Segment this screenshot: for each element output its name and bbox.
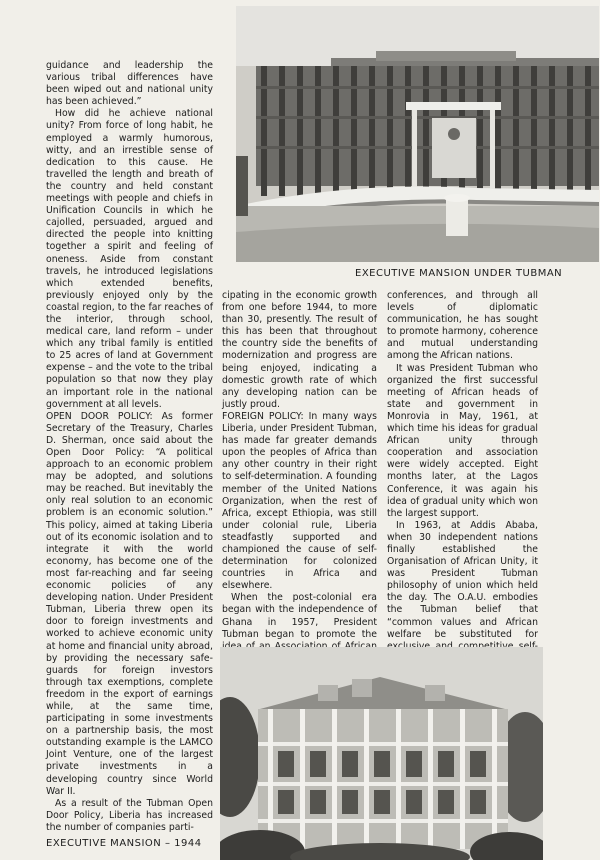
text-column-2 [222, 290, 377, 677]
paragraph: In 1963, at Addis Ababa, when 30 independent nations finally established the Organisation of African Unity, it was President Tubman philosophy of union which held the day. The O.A.U. embodies the Tubman belief that “common values and African welfare be substituted for [387, 519, 538, 640]
paragraph: How did he achieve national unity? From force of long habit, he employed a warmly humorous, witty, and an irrestible sense of dedication to this cause. He travelled the length and breath of the country and held constant meetings with people and chiefs in Unification Councils in which he cajolled, persuaded, argued and directed the people into knitting together a spirit and feeling of oneness. Aside from constant travels, he introduced legislations which extended benefits, previously enjoyed only by the coastal region, to the far reaches of the interior, through school, medical care, land reform – under which any tribal family is entitled to 25 acres of land at Government expense – and the vote to the tribal population so that now they play an important role in the national government at all levels. [46, 108, 213, 410]
top-photo-caption: EXECUTIVE MANSION UNDER TUBMAN [355, 268, 563, 279]
paragraph: It was President Tubman who organized the first successful meeting of African heads of state and government in Monrovia in May, 1961, at which time his ideas for gradual African unity through cooperation and association were widely accepted. Eight months later, at the Lagos Conference, it was again his idea of gradual unity which won the largest support. [387, 362, 538, 519]
paragraph: As a result of the Tubman Open Door Policy, Liberia has increased the number of companies parti- [46, 797, 213, 833]
paragraph: When the post-colonial era began with the independence of Ghana in 1957, President Tubman began to promote the [222, 592, 377, 640]
paragraph: FOREIGN POLICY: In many ways Liberia, under President Tubman, has made far greater demands upon the peoples of Africa than any other country in their right to self-determination. A founding member of the United Nations Organization, when the rest of Africa, except Ethiopia, was still under colonial rule, Liberia steadfastly supported and championed the cause of self-determination for colonized countries in Africa and elsewhere. [222, 410, 377, 592]
paragraph: cipating in the economic growth from one before 1944, to more than 30, presently. The result of this has been that throughout the country side the benefits of modernization and progress are being enjoyed, indicating a domestic growth rate of which any developing nation can be justly proud. [222, 290, 377, 410]
executive-mansion-1944-photo [220, 647, 543, 860]
text-column-1 [46, 60, 213, 834]
paragraph: guidance and leadership the various tribal differences have been wiped out and national unity has been achieved.” [46, 60, 213, 108]
text-column-3 [387, 290, 538, 689]
paragraph: conferences, and through all levels of diplomatic communication, he has sought to promote harmony, coherence and mutual understanding among the African nations. [387, 290, 538, 362]
bottom-photo-caption: EXECUTIVE MANSION – 1944 [46, 838, 202, 849]
paragraph: OPEN DOOR POLICY: As former Secretary of the Treasury, Charles D. Sherman, once said about the Open Door Policy: “A political approach to an economic problem may be adopted, and solutions may be reached. But inevitably the only real solution to an economic problem is an economic solution.” This policy, aimed at taking Liberia out of its economic isolation and to integrate it with the world economy, has become one of the most far-reaching and far seeing economic policies of any developing nation. Under President Tubman, Liberia threw open its door to foreign investments and worked to achieve economic unity at home and financial unity abroad, by providing the necessary safe-guards for foreign investors through tax exemptions, complete freedom in the export of earnings while, at the same time, participating in some investments on a partnership basis, the most outstanding example is the LAMCO Joint Venture, one of the largest private investments in a developing country since World War II. [46, 410, 213, 797]
executive-mansion-modern-photo [236, 6, 599, 262]
